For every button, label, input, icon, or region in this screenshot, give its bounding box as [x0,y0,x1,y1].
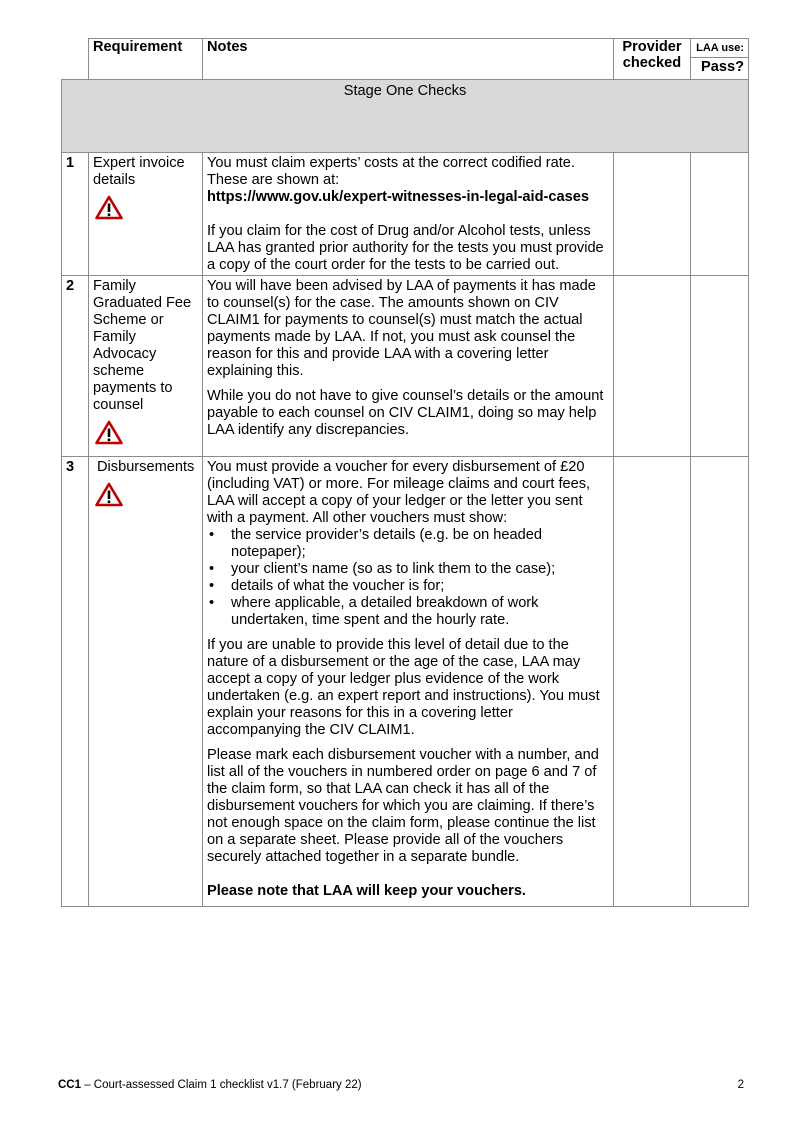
pass-label: Pass? [701,59,744,75]
requirement-cell [89,153,203,276]
row-number: 1 [62,153,89,276]
document-code: CC1 [58,1079,82,1091]
page-footer [58,1077,744,1094]
table-row [62,457,749,907]
provider-checked-cell[interactable] [614,153,691,276]
notes-paragraph: While you do not have to give counsel’s details or the amount payable to each counsel on CIV CLAIM1, doing so may help LAA identify any discrepancies. [207,388,604,438]
laa-pass-cell [691,153,749,276]
warning-triangle-icon [95,195,123,220]
row-number: 3 [62,457,89,907]
notes-paragraph: You will have been advised by LAA of payments it has made to counsel(s) for the case. The amounts shown on CIV CLAIM1 for payments to counsel(s) must match the actual payments made by LAA. If not, you must ask counsel the reason for this and provide LAA with a covering letter explaining this. [207,278,596,379]
list-item: • the service provider’s details (e.g. be on headed notepaper); [231,527,609,561]
row-number: 2 [62,276,89,457]
laa-use-column-header [691,39,749,80]
document-title: – Court-assessed Claim 1 checklist v1.7 (February 22) [81,1079,362,1091]
requirement-cell [89,457,203,907]
notes-cell [203,457,614,907]
notes-cell [203,153,614,276]
laa-pass-cell [691,457,749,907]
notes-paragraph: You must provide a voucher for every disbursement of £20 (including VAT) or more. For mileage claims and court fees, LAA will accept a copy of your ledger or the letter you sent with a payment. All other vouchers must show: [207,459,591,526]
warning-triangle-icon [95,482,123,507]
notes-paragraph: If you claim for the cost of Drug and/or Alcohol tests, unless LAA has granted prior authority for the tests you must provide a copy of the court order for the tests to be carried out. [207,223,604,273]
requirement-text: Expert invoice details [93,155,185,188]
notes-paragraph: If you are unable to provide this level of detail due to the nature of a disbursement or the age of the case, LAA may accept a copy of your ledger plus evidence of the work undertaken (e.g. an expert report and instructions). You must explain your reasons for this in a covering letter accompanying the CIV CLAIM1. [207,637,600,738]
notes-paragraph: Please mark each disbursement voucher with a number, and list all of the vouchers in numbered order on page 6 and 7 of the claim form, so that LAA can check it has all of the disbursement vouchers for which you are claiming. If there’s not enough space on the claim form, please continue the list on a separate sheet. Please provide all of the vouchers securely attached together in a separate bundle. [207,747,599,865]
list-item: • your client’s name (so as to link them to the case); [231,561,609,578]
requirement-cell [89,276,203,457]
requirement-column-header: Requirement [89,39,203,80]
provider-checked-column-header: Provider checked [614,39,691,80]
table-header-row [62,39,749,80]
list-item: • where applicable, a detailed breakdown of work undertaken, time spent and the hourly rate. [231,595,609,629]
notes-column-header: Notes [203,39,614,80]
laa-use-label: LAA use: [691,39,748,58]
notes-cell [203,276,614,457]
requirement-text: Disbursements [97,459,195,475]
list-item: • details of what the voucher is for; [231,578,609,595]
stage-one-row [62,80,749,153]
expert-witnesses-link[interactable]: https://www.gov.uk/expert-witnesses-in-legal-aid-cases [207,189,589,205]
provider-checked-cell[interactable] [614,276,691,457]
laa-pass-cell [691,276,749,457]
voucher-requirements-list [207,527,609,629]
vouchers-kept-note: Please note that LAA will keep your vouchers. [207,883,526,899]
table-row [62,153,749,276]
page-number: 2 [737,1079,744,1091]
number-column-header [62,39,89,80]
provider-checked-cell[interactable] [614,457,691,907]
warning-triangle-icon [95,420,123,445]
notes-paragraph: You must claim experts’ costs at the correct codified rate. These are shown at: [207,155,575,188]
requirement-text: Family Graduated Fee Scheme or Family Advocacy scheme payments to counsel [93,278,192,413]
checklist-table [61,38,749,907]
stage-one-heading: Stage One Checks [62,80,749,153]
table-row [62,276,749,457]
